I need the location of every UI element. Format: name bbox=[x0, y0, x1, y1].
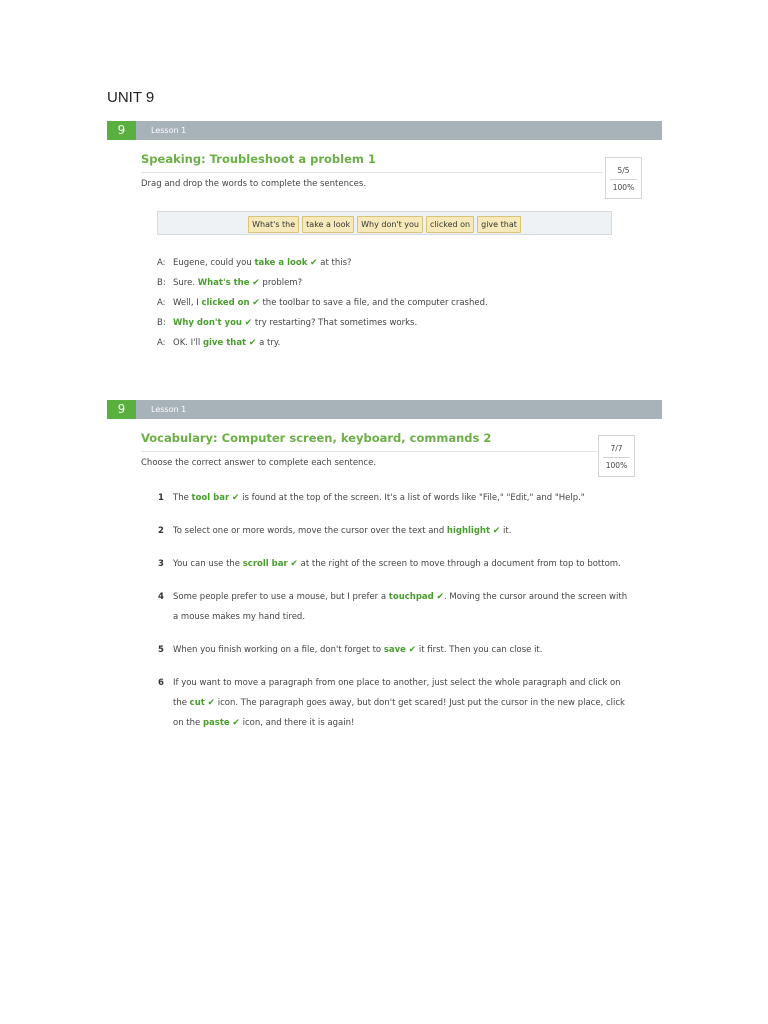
score-value: 5/5 bbox=[617, 166, 630, 175]
exercise-title: Vocabulary: Computer screen, keyboard, commands 2 bbox=[141, 431, 492, 445]
lesson-bar bbox=[107, 121, 662, 140]
dialogue-line: B: Sure. What's the ✔ problem? bbox=[157, 278, 303, 288]
lesson-number-badge: 9 bbox=[107, 400, 136, 419]
answer-select[interactable]: paste bbox=[202, 718, 230, 728]
exercise-instruction: Drag and drop the words to complete the sentences. bbox=[141, 179, 367, 189]
score-box bbox=[605, 157, 642, 199]
exercise-instruction: Choose the correct answer to complete each sentence. bbox=[141, 458, 377, 468]
score-divider bbox=[603, 457, 630, 458]
word-chip[interactable]: clicked on bbox=[426, 216, 474, 233]
check-icon: ✔ bbox=[231, 493, 240, 503]
score-value: 7/7 bbox=[610, 444, 623, 453]
answer-select[interactable]: save bbox=[383, 645, 406, 655]
speaker-label: A: bbox=[157, 338, 166, 348]
answer-select[interactable]: cut bbox=[189, 698, 205, 708]
dialogue-line: A: OK. I'll give that ✔ a try. bbox=[157, 338, 281, 348]
answer-select[interactable]: tool bar bbox=[191, 493, 230, 503]
answer-slot[interactable]: What's the bbox=[197, 278, 250, 288]
question-number: 4 bbox=[158, 592, 164, 602]
lesson-label: Lesson 1 bbox=[151, 126, 187, 135]
speaker-label: B: bbox=[157, 278, 166, 288]
check-icon: ✔ bbox=[492, 526, 501, 536]
answer-slot[interactable]: take a look bbox=[254, 258, 308, 268]
question-item: 4 Some people prefer to use a mouse, but I prefer a touchpad ✔. Moving the cursor around the screen with a mouse makes my hand tired. bbox=[158, 587, 628, 627]
score-percent: 100% bbox=[612, 183, 635, 192]
answer-select[interactable]: scroll bar bbox=[242, 559, 288, 569]
question-item: 1 The tool bar ✔ is found at the top of the screen. It's a list of words like "File," "Edit," and "Help." bbox=[158, 488, 628, 508]
check-icon: ✔ bbox=[252, 278, 260, 288]
question-number: 3 bbox=[158, 559, 164, 569]
answer-slot[interactable]: give that bbox=[202, 338, 247, 348]
question-item: 6 If you want to move a paragraph from one place to another, just select the whole paragraph and click on the cut ✔ icon. The paragraph goes away, but don't get scared! Just put the cursor in the new place, click on the paste ✔ icon, and there it is again! bbox=[158, 673, 628, 733]
lesson-bar bbox=[107, 400, 662, 419]
question-item: 5 When you finish working on a file, don't forget to save ✔ it first. Then you can close it. bbox=[158, 640, 628, 660]
check-icon: ✔ bbox=[310, 258, 318, 268]
speaker-label: B: bbox=[157, 318, 166, 328]
lesson-label: Lesson 1 bbox=[151, 405, 187, 414]
word-chip[interactable]: take a look bbox=[302, 216, 354, 233]
speaker-label: A: bbox=[157, 258, 166, 268]
word-chip[interactable]: give that bbox=[477, 216, 521, 233]
unit-title: UNIT 9 bbox=[107, 89, 155, 106]
speaker-label: A: bbox=[157, 298, 166, 308]
check-icon: ✔ bbox=[207, 698, 216, 708]
dialogue-line: B: Why don't you ✔ try restarting? That sometimes works. bbox=[157, 318, 418, 328]
lesson-number-badge: 9 bbox=[107, 121, 136, 140]
question-number: 5 bbox=[158, 645, 164, 655]
word-bank bbox=[157, 211, 612, 235]
check-icon: ✔ bbox=[252, 298, 260, 308]
score-box bbox=[598, 435, 635, 477]
title-divider bbox=[141, 451, 597, 452]
word-chip[interactable]: Why don't you bbox=[357, 216, 423, 233]
check-icon: ✔ bbox=[290, 559, 298, 569]
question-number: 1 bbox=[158, 493, 164, 503]
exercise-vocabulary bbox=[107, 400, 662, 760]
question-number: 6 bbox=[158, 678, 164, 688]
answer-slot[interactable]: Why don't you bbox=[173, 318, 242, 328]
answer-slot[interactable]: clicked on bbox=[201, 298, 250, 308]
dialogue-line: A: Eugene, could you take a look ✔ at this? bbox=[157, 258, 352, 268]
score-percent: 100% bbox=[605, 461, 628, 470]
answer-select[interactable]: highlight bbox=[446, 526, 491, 536]
question-item: 2 To select one or more words, move the cursor over the text and highlight ✔ it. bbox=[158, 521, 628, 541]
word-chip[interactable]: What's the bbox=[248, 216, 299, 233]
check-icon: ✔ bbox=[232, 718, 240, 728]
exercise-title: Speaking: Troubleshoot a problem 1 bbox=[141, 152, 376, 166]
question-item: 3 You can use the scroll bar ✔ at the right of the screen to move through a document from top to bottom. bbox=[158, 554, 628, 574]
exercise-speaking bbox=[107, 121, 662, 361]
check-icon: ✔ bbox=[244, 318, 253, 328]
check-icon: ✔ bbox=[408, 645, 417, 655]
question-number: 2 bbox=[158, 526, 164, 536]
check-icon: ✔ bbox=[436, 592, 444, 602]
answer-select[interactable]: touchpad bbox=[388, 592, 434, 602]
title-divider bbox=[141, 172, 603, 173]
score-divider bbox=[610, 179, 637, 180]
check-icon: ✔ bbox=[248, 338, 257, 348]
dialogue-line: A: Well, I clicked on ✔ the toolbar to save a file, and the computer crashed. bbox=[157, 298, 488, 308]
